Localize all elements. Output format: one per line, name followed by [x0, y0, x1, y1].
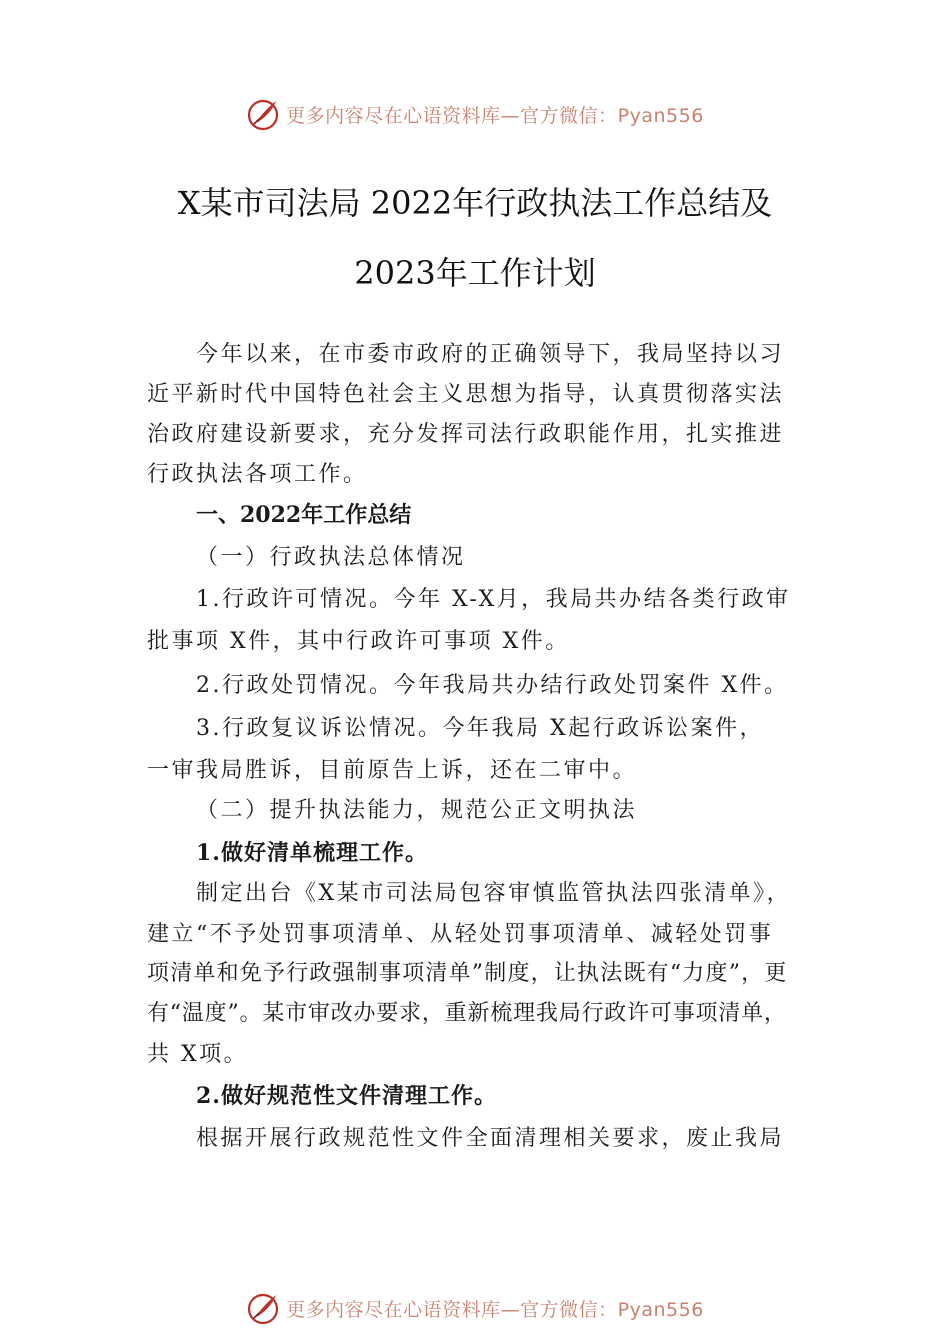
paragraph-line: 根据开展行政规范性文件全面清理相关要求，废止我局: [196, 1126, 785, 1151]
document-title-line-2: 2023年工作计划: [354, 254, 596, 292]
watermark-text: 更多内容尽在心语资料库—官方微信：Pyan556: [286, 1298, 704, 1321]
quill-pen-circle-logo-icon: [246, 1291, 280, 1325]
watermark-header: [0, 94, 950, 134]
paragraph-line: 批事项 X件，其中行政许可事项 X件。: [147, 629, 570, 654]
paragraph-line: 3.行政复议诉讼情况。今年我局 X起行政诉讼案件，: [196, 716, 765, 741]
watermark-footer: [0, 1288, 950, 1328]
paragraph-line: 今年以来，在市委市政府的正确领导下，我局坚持以习: [196, 342, 785, 367]
paragraph-line: 有“温度”。某市审改办要求，重新梳理我局行政许可事项清单，: [147, 1001, 787, 1026]
subsection-heading: （二）提升执法能力，规范公正文明执法: [196, 798, 638, 823]
paragraph-line: 一审我局胜诉，目前原告上诉，还在二审中。: [147, 758, 638, 783]
paragraph-line: 建立“不予处罚事项清单、从轻处罚事项清单、减轻处罚事: [147, 922, 774, 947]
item-heading: 1.做好清单梳理工作。: [196, 840, 428, 866]
section-heading: 一、2022年工作总结: [196, 502, 412, 528]
paragraph-line: 制定出台《X某市司法局包容审慎监管执法四张清单》，: [196, 881, 792, 906]
watermark-text: 更多内容尽在心语资料库—官方微信：Pyan556: [286, 104, 704, 127]
quill-pen-circle-logo-icon: [246, 97, 280, 131]
paragraph-line: 共 X项。: [147, 1042, 249, 1067]
subsection-heading: （一）行政执法总体情况: [196, 545, 466, 570]
paragraph-line: 项清单和免予行政强制事项清单”制度，让执法既有“力度”，更: [147, 961, 788, 986]
paragraph-line: 2.行政处罚情况。今年我局共办结行政处罚案件 X件。: [196, 673, 789, 698]
paragraph-line: 治政府建设新要求，充分发挥司法行政职能作用，扎实推进: [147, 422, 785, 447]
paragraph-line: 行政执法各项工作。: [147, 462, 368, 487]
item-heading: 2.做好规范性文件清理工作。: [196, 1083, 497, 1109]
document-title-line-1: X某市司法局 2022年行政执法工作总结及: [177, 184, 773, 222]
paragraph-line: 近平新时代中国特色社会主义思想为指导，认真贯彻落实法: [147, 382, 785, 407]
paragraph-line: 1.行政许可情况。今年 X-X月，我局共办结各类行政审: [196, 587, 791, 612]
